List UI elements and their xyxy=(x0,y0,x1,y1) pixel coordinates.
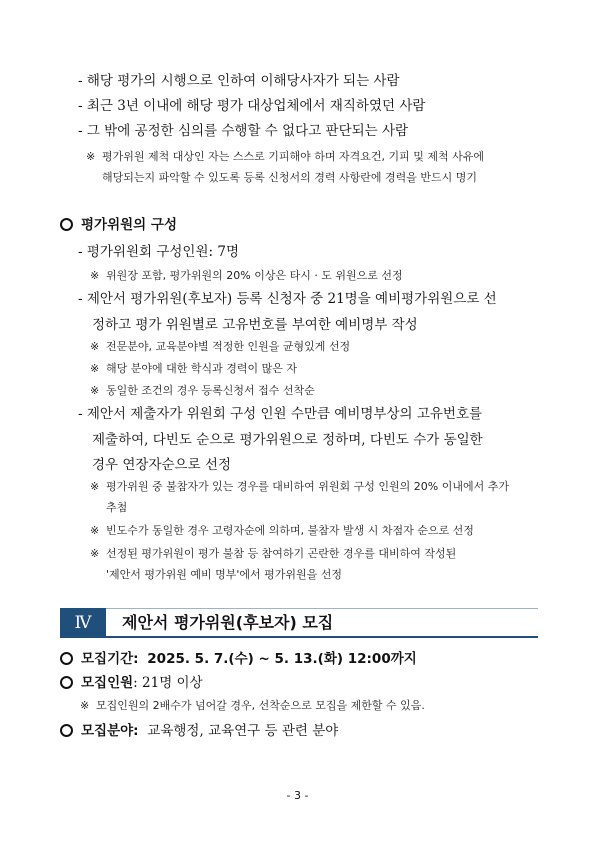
section-heading: 평가위원의 구성 xyxy=(60,213,177,233)
note-mark: ※ xyxy=(90,269,100,282)
note-mark: ※ xyxy=(80,699,90,712)
note: ※ 평가위원 중 불참자가 있는 경우를 대비하여 위원회 구성 인원의 20% 이내에서 추가 xyxy=(90,480,509,493)
recruit-period: 모집기간: 2025. 5. 7.(수) ~ 5. 13.(화) 12:00까지 xyxy=(60,647,417,667)
note-mark: ※ xyxy=(90,524,100,537)
section-top-rule xyxy=(106,608,538,609)
note-mark: ※ xyxy=(90,547,100,560)
section-underline xyxy=(106,636,538,638)
note-mark: ※ xyxy=(90,362,100,375)
list-item-continuation: 정하고 평가 위원별로 고유번호를 부여한 예비명부 작성 xyxy=(92,317,418,333)
recruit-count: 모집인원: 21명 이상 xyxy=(60,671,203,691)
recruit-field: 모집분야: 교육행정, 교육연구 등 관련 분야 xyxy=(60,719,338,739)
list-item-continuation: 경우 연장자순으로 선정 xyxy=(92,457,231,473)
note-mark: ※ xyxy=(86,150,96,163)
note: ※ 모집인원의 2배수가 넘어갈 경우, 선착순으로 모집을 제한할 수 있음. xyxy=(80,699,425,712)
note: ※ 해당 분야에 대한 학식과 경력이 많은 자 xyxy=(90,362,297,375)
note: ※ 선정된 평가위원이 평가 불참 등 참여하기 곤란한 경우를 대비하여 작성된 xyxy=(90,547,457,560)
note: ※ 위원장 포함, 평가위원의 20% 이상은 타시 · 도 위원으로 선정 xyxy=(90,269,403,282)
list-item: - 제안서 제출자가 위원회 구성 인원 수만큼 예비명부상의 고유번호를 xyxy=(78,406,483,422)
note: ※ 동일한 조건의 경우 등록신청서 접수 선착순 xyxy=(90,384,315,397)
list-item: - 평가위원회 구성인원: 7명 xyxy=(78,244,239,260)
note-mark: ※ xyxy=(90,384,100,397)
note: ※ 평가위원 제척 대상인 자는 스스로 기피해야 하며 자격요건, 기피 및 제척 사유에 xyxy=(86,150,484,163)
circle-bullet-icon xyxy=(60,218,73,231)
circle-bullet-icon xyxy=(60,724,73,737)
note-continuation: 해당되는지 파악할 수 있도록 등록 신청서의 경력 사항란에 경력을 반드시 명기 xyxy=(102,171,477,184)
note: ※ 전문분야, 교육분야별 적정한 인원을 균형있게 선정 xyxy=(90,340,351,353)
list-item-continuation: 제출하여, 다빈도 순으로 평가위원으로 정하며, 다빈도 수가 동일한 xyxy=(92,432,483,448)
list-item: - 최근 3년 이내에 해당 평가 대상업체에서 재직하였던 사람 xyxy=(78,98,426,114)
note-mark: ※ xyxy=(90,340,100,353)
note-continuation: 추첨 xyxy=(106,501,128,514)
page-number: - 3 - xyxy=(286,789,309,802)
note-mark: ※ xyxy=(90,480,100,493)
circle-bullet-icon xyxy=(60,652,73,665)
circle-bullet-icon xyxy=(60,676,73,689)
list-item: - 그 밖에 공정한 심의를 수행할 수 없다고 판단되는 사람 xyxy=(78,123,409,139)
section-number-badge: Ⅳ xyxy=(60,608,106,638)
list-item: - 제안서 평가위원(후보자) 등록 신청자 중 21명을 예비평가위원으로 선 xyxy=(78,291,497,307)
note: ※ 빈도수가 동일한 경우 고령자순에 의하며, 불참자 발생 시 차점자 순으로 선정 xyxy=(90,524,474,537)
list-item: - 해당 평가의 시행으로 인하여 이해당사자가 되는 사람 xyxy=(78,73,400,89)
section-title: 제안서 평가위원(후보자) 모집 xyxy=(122,613,334,632)
note-continuation: '제안서 평가위원 예비 명부'에서 평가위원을 선정 xyxy=(106,568,343,581)
